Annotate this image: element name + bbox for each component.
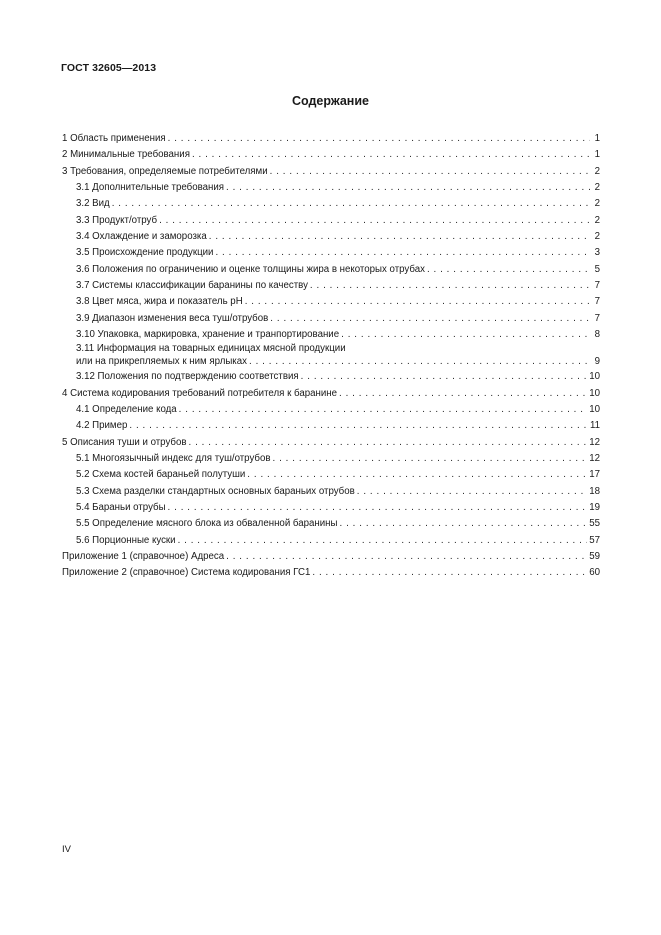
toc-entry-page: 8 <box>594 328 600 340</box>
toc-entry[interactable] <box>62 147 600 163</box>
toc-entry-text: 1 Область применения <box>62 133 166 144</box>
toc-entry[interactable] <box>62 262 600 278</box>
dot-leader <box>247 467 587 483</box>
toc-entry-text: 5.2 Схема костей бараньей полутуши <box>76 469 246 481</box>
toc-entry[interactable] <box>62 386 600 402</box>
toc-entry[interactable] <box>62 549 600 565</box>
toc-entry[interactable] <box>62 311 600 327</box>
dot-leader <box>310 278 590 294</box>
toc-entry-page: 2 <box>594 165 600 177</box>
toc-entry-text: 3.4 Охлаждение и заморозка <box>76 230 207 242</box>
toc-entry[interactable] <box>62 180 600 196</box>
dot-leader <box>209 229 590 245</box>
toc-entry-page: 2 <box>594 198 600 210</box>
toc-entry-text: 2 Минимальные требования <box>62 149 190 161</box>
toc-entry-page: 7 <box>594 312 600 324</box>
dot-leader <box>159 213 590 229</box>
toc-entry-page: 60 <box>589 567 600 579</box>
toc-entry[interactable] <box>62 402 600 418</box>
toc-entry-text: 4.1 Определение кода <box>76 403 177 415</box>
toc-entry-text: 5.5 Определение мясного блока из обваленной баранины <box>76 518 338 530</box>
toc-entry-text: 3.3 Продукт/отруб <box>76 214 158 226</box>
toc-entry-page: 2 <box>594 181 600 193</box>
toc-entry[interactable] <box>62 516 600 532</box>
toc-entry-page: 19 <box>589 501 600 513</box>
toc-entry-page: 10 <box>589 371 600 383</box>
toc-entry-page: 2 <box>594 230 600 242</box>
toc-entry-text: 3.7 Системы классификации баранины по качеству <box>76 279 308 291</box>
dot-leader <box>245 294 590 310</box>
toc-entry-text: 3.8 Цвет мяса, жира и показатель pH <box>76 296 243 308</box>
dot-leader <box>226 180 590 196</box>
dot-leader <box>427 262 590 278</box>
toc-entry[interactable] <box>62 435 600 451</box>
toc-entry-page: 10 <box>589 387 600 399</box>
toc-entry[interactable] <box>62 213 600 229</box>
toc-entry[interactable] <box>62 418 600 434</box>
dot-leader <box>112 196 590 212</box>
dot-leader <box>270 164 590 180</box>
page-number: IV <box>62 844 71 855</box>
dot-leader <box>192 147 590 163</box>
toc-entry[interactable] <box>62 131 600 147</box>
toc-entry[interactable] <box>62 229 600 245</box>
dot-leader <box>168 500 588 516</box>
toc-entry[interactable] <box>62 164 600 180</box>
document-standard-header: ГОСТ 32605—2013 <box>61 62 157 74</box>
dot-leader <box>357 484 587 500</box>
toc-entry-page: 12 <box>589 436 600 448</box>
toc-entry-text: 3.10 Упаковка, маркировка, хранение и транпортирование <box>76 328 340 340</box>
toc-entry-page: 17 <box>589 469 600 481</box>
toc-entry-page: 7 <box>594 279 600 291</box>
toc-entry-page: 18 <box>589 485 600 497</box>
toc-entry-page: 11 <box>589 420 600 432</box>
toc-entry-page: 1 <box>594 133 600 144</box>
toc-entry-text: 5 Описания туши и отрубов <box>62 436 187 448</box>
toc-entry-page: 9 <box>594 356 600 368</box>
toc-entry-text: 4.2 Пример <box>76 420 128 432</box>
toc-entry-text: 5.4 Бараньи отрубы <box>76 501 166 513</box>
toc-entry-text: 3.1 Дополнительные требования <box>76 181 225 193</box>
toc-entry[interactable] <box>62 369 600 385</box>
toc-entry-text: 4 Система кодирования требований потребителя к баранине <box>62 387 337 399</box>
toc-entry-text: 3 Требования, определяемые потребителями <box>62 165 268 177</box>
toc-entry-text: или на прикрепляемых к ним ярлыках <box>76 356 247 368</box>
toc-entry-page: 2 <box>594 214 600 226</box>
toc-entry-page: 59 <box>589 550 600 562</box>
toc-entry-text: 5.6 Порционные куски <box>76 534 176 546</box>
dot-leader <box>301 369 588 385</box>
toc-entry-text: 3.12 Положения по подтверждению соответствия <box>76 371 299 383</box>
toc-entry[interactable] <box>62 278 600 294</box>
toc-entry[interactable] <box>62 500 600 516</box>
toc-entry-text: 3.2 Вид <box>76 198 110 210</box>
dot-leader <box>215 245 590 261</box>
dot-leader <box>178 533 588 549</box>
toc-entry[interactable] <box>62 484 600 500</box>
toc-entry[interactable] <box>62 196 600 212</box>
toc-entry[interactable] <box>62 245 600 261</box>
toc-entry-page: 7 <box>594 296 600 308</box>
toc-entry-text: 5.3 Схема разделки стандартных основных бараньих отрубов <box>76 485 355 497</box>
dot-leader <box>339 516 587 532</box>
toc-entry[interactable] <box>62 294 600 310</box>
toc-entry[interactable] <box>62 343 600 369</box>
toc-entry[interactable] <box>62 565 600 581</box>
toc-entry-text: 3.5 Происхождение продукции <box>76 247 214 259</box>
dot-leader <box>179 402 588 418</box>
toc-entry-page: 5 <box>594 263 600 275</box>
toc-entry-page: 57 <box>589 534 600 546</box>
dot-leader <box>312 565 587 581</box>
dot-leader <box>129 418 588 434</box>
toc-entry-page: 55 <box>589 518 600 530</box>
dot-leader <box>270 311 590 327</box>
toc-entry[interactable] <box>62 327 600 343</box>
toc-entry-page: 12 <box>589 452 600 464</box>
toc-entry[interactable] <box>62 451 600 467</box>
toc-entry-page: 3 <box>594 247 600 259</box>
dot-leader <box>273 451 588 467</box>
dot-leader <box>226 549 587 565</box>
toc-entry-page: 10 <box>589 403 600 415</box>
toc-entry-text: Приложение 2 (справочное) Система кодирования ГС1 <box>62 567 311 579</box>
dot-leader <box>249 355 590 369</box>
toc-entry-text-line1: 3.11 Информация на товарных единицах мясной продукции <box>76 343 346 355</box>
toc-entry-text: 3.6 Положения по ограничению и оценке толщины жира в некоторых отрубах <box>76 263 425 275</box>
dot-leader <box>339 386 587 402</box>
toc-entry[interactable] <box>62 533 600 549</box>
toc-entry-page: 1 <box>594 149 600 161</box>
toc-entry[interactable] <box>62 467 600 483</box>
toc-title: Содержание <box>291 94 369 108</box>
dot-leader <box>189 435 588 451</box>
toc-entry-text: 5.1 Многоязычный индекс для туш/отрубов <box>76 452 271 464</box>
dot-leader <box>341 327 590 343</box>
dot-leader <box>168 131 590 147</box>
toc-entry-text: 3.9 Диапазон изменения веса туш/отрубов <box>76 312 269 324</box>
table-of-contents <box>62 131 600 582</box>
toc-entry-text: Приложение 1 (справочное) Адреса <box>62 550 225 562</box>
